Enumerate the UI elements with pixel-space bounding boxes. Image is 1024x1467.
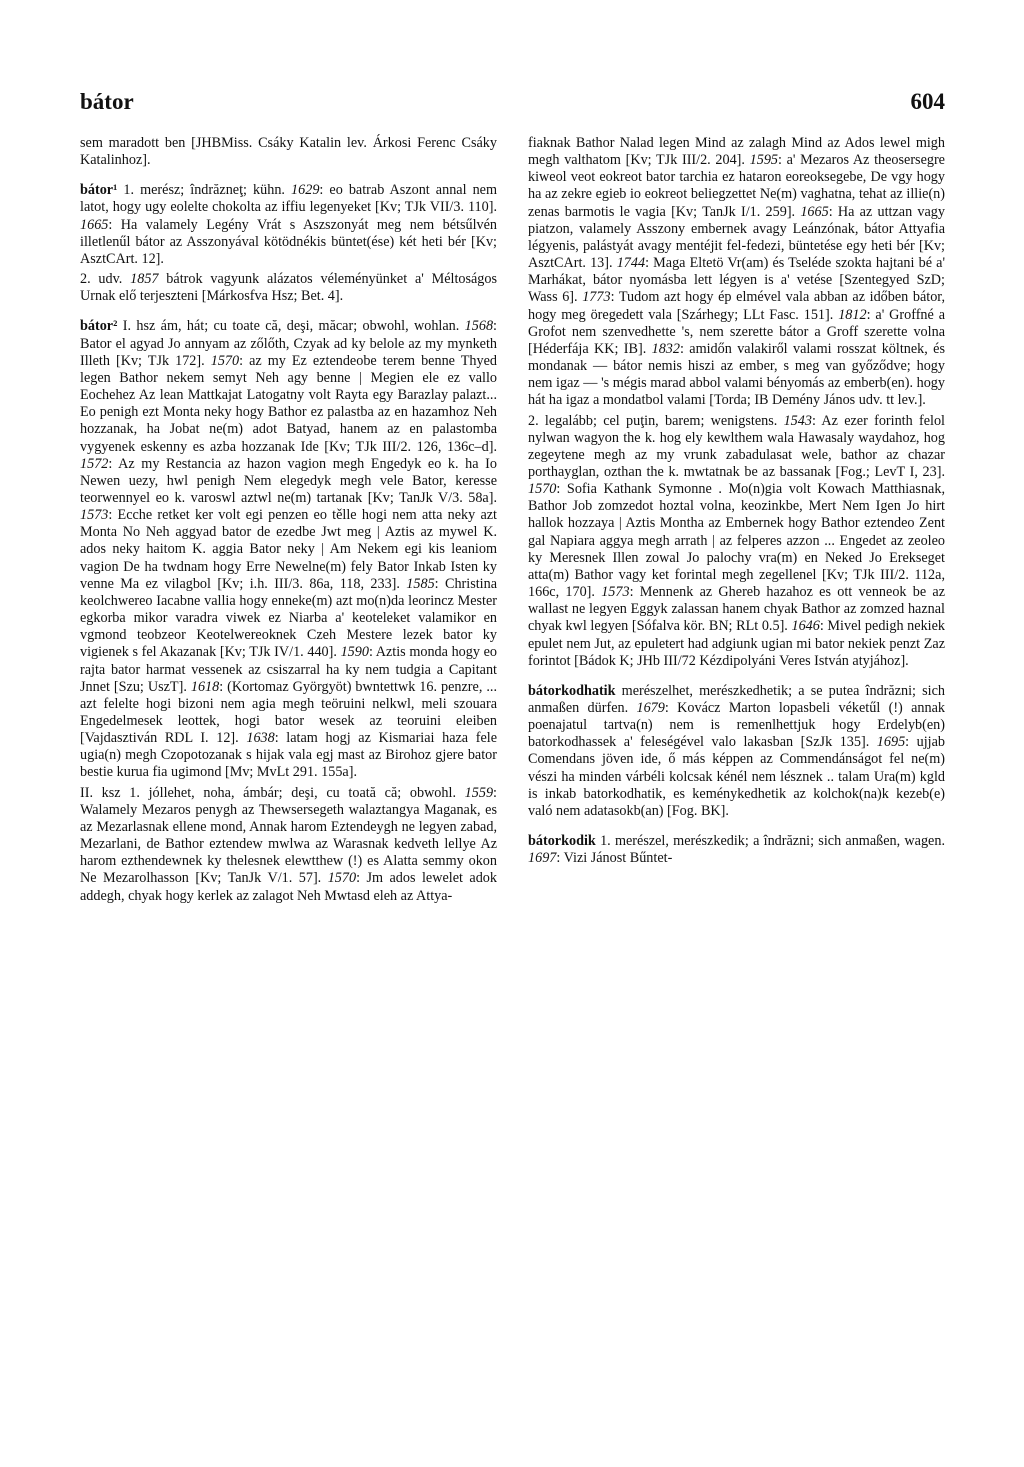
left-column-paragraph: sem maradott ben [JHBMiss. Csáky Katalin lev. Árkosi Ferenc Csáky Katalinhoz]. — [80, 135, 497, 169]
right-column-paragraph: fiaknak Bathor Nalad legen Mind az zalagh Mind az Ados lewel migh megh valthatom [Kv; TJk III/2. 204]. 1595: a' Mezaros Az theosersegre kiweol veot eokreot bator tarchia ez hataron eoreoksegebe, De vgy hogy ha az zekre egieb io eokreot beliegzettet Ne(m) vaghatna, tehat az illie(n) zenas barmotis le vagia [Kv; TanJk I/1. 259]. 1665: Ha az uttzan vagy piatzon, valamely Asszony embernek avagy Leánzónak, bátor Attyafia légyenis, palástyát avagy mentéjit fel-fedezi, büntetése egy heti bér [Kv; AsztCArt. 13]. 1744: Maga Eltetö Vr(am) és Tseléde szokta hajtani bé a' Marhákat, bátor nyomásba lett légyen is a' vetése [Szentegyed SzD; Wass 6]. 1773: Tudom azt hogy ép elmével vala abban az időben bátor, hogy meg öregedett vala [Szárhegy; LLt Fasc. 151]. 1812: a' Groffné a Grofot nem szenvedhette 's, nem szerette bátor a Groff szerette volna [Héderfája KK; IB]. 1832: amidőn valakiről valami rosszat költnek, és mondanak — bátor nemis hiszi az ember, s meg van győződve; hogy nem igaz — 's mégis marad abbol valami bényomás az emberb(en). hogy hát ha igaz a mondatbol valami [Torda; IB Demény János udv. tt lev.]. — [528, 135, 945, 409]
right-column — [528, 135, 945, 867]
right-column-paragraph: bátorkodik 1. merészel, merészkedik; a îndrăzni; sich anmaßen, wagen. 1697: Vizi Jánost Bűntet- — [528, 833, 945, 867]
left-column-paragraph: bátor² I. hsz ám, hát; cu toate că, deşi, măcar; obwohl, wohlan. 1568: Bator el agyad Jo annyam az zőlőth, Czyak ad ky belole az my mynketh Illeth [Kv; TJk 172]. 1570: az my Ez eztendeobe terem benne Thyed legen Bathor nekem semyt Neh agy benne | Megien ele ez vallo Eochehez Az lean Mattkajat Latogatny volt Rayta egy Barazlay palazt... Eo penigh ezt Monta neky hogy Bathor ez palastba az en hazamhoz Neh hozzanak, ha Jobat ne(m) adot Batyad, hanem az en palastomba vygyenek eskenny es azba hozzanak Ide [Kv; TJk III/2. 126, 136c–d]. 1572: Az my Restancia az hazon vagion megh Engedyk eo k. ha Io Newen uezy, hwl penigh Nem elegedyk megh vele Bator, keresse teorwennyel eo k. varoswl aztwl ne(m) tartanak [Kv; TanJk V/3. 58a]. 1573: Ecche retket ker volt egi penzen eo tělle hogi nem atta neky azt Monta No Neh aggyad bator de ezedbe Jwt meg | Aztis az mywel K. ados neky haitom K. aggia Bator neky | Am Nekem egi kis leaniom vagion De ha twdnam hogy Erre Newelne(m) fely Bator Inkab Isten ky venne Ma ez vilagbol [Kv; i.h. III/3. 86a, 118, 233]. 1585: Christina keolchwereo Iacabne vallia hogy enneke(m) azt mo(n)da leorincz Mester egkorba mikor varadra viwek ez Niarba a' keoteleket valamikor en vgmond teobzeor Keotelwereoknek Czeh Mestere lezek bator ky vigienek s fel Akazanak [Kv; TJk IV/1. 440]. 1590: Aztis monda hogy eo rajta bator harmat vessenek az csiszarral ha ky nem tudgia a Capitant Jnnet [Szu; UszT]. 1618: (Kortomaz Györgyöt) bwntettwk 16. penzre, ... azt felelte hogi bizoni nem agia megh teöruini nelkwl, meli szouara Engedelmesek leottek, hogi bator wesek az teoruini eleiben [Vajdasztiván RDL I. 12]. 1638: latam hogj az Kismariai haza fele ugia(n) megh Czopotozanak s hijak vala egj mast az Birohoz gjere bator bestie kurua fia ugimond [Mv; MvLt 291. 155a]. — [80, 318, 498, 781]
left-column-paragraph: 2. udv. 1857 bátrok vagyunk alázatos véleményünket a' Méltoságos Urnak elő terjeszteni [Márkosfva Hsz; Bet. 4]. — [80, 271, 498, 305]
left-column-paragraph: II. ksz 1. jóllehet, noha, ámbár; deşi, cu toată că; obwohl. 1559: Walamely Mezaros penygh az Thewsersegeth walaztangya Maganak, es az Mezarlasnak ellene mond, Annak harom Eztendeygh ne legyen zabad, Mezarlani, de Bathor eztendew mwlwa az Warasnak kedveth lellye Az harom ezthendewnek ky thelesnek elewtthew (!) es Alatta semmy okon Ne Mezarolhasson [Kv; TanJk V/1. 57]. 1570: Jm ados lewelet adok addegh, chyak hogy kerlek az zalagot Neh Mwtasd eleh az Attya- — [80, 784, 497, 904]
page-number: 604 — [910, 89, 945, 114]
running-headword: bátor — [80, 89, 134, 114]
running-head — [80, 88, 945, 118]
right-column-paragraph: bátorkodhatik merészelhet, merészkedhetik; a se putea îndrăzni; sich anmaßen dürfen. 1679: Kovácz Marton lopasbeli véketűl (!) annak poenajatul tartva(n) nem is remenlhettjuk hogy Erdelyb(en) batorkodhassek a' feleségével valo lakasban [SzJk 135]. 1695: ujjab Comendans jöven ide, ő más képpen az Commendánságot fel ne(m) vészi ha minden várbéli kolcsak kénél nem lésznek .. talam Ura(m) kgld is inkab batorkodhatik, es keménykedhetik az kolchok(na)k kezeb(e) való nem adatasokb(an) [Fog. BK]. — [528, 682, 945, 819]
left-column-paragraph: bátor¹ 1. merész; îndrăzneţ; kühn. 1629: eo batrab Aszont annal nem latot, hogy ugy eolelte chokolta az iffiu legenyeket [Kv; TJk VII/3. 110]. 1665: Ha valamely Legény Vrát s Aszszonyát meg nem bétsűlvén illetlenűl bátor az Asszonyával kötödnékis büntet(ése) két heti bér [Kv; AsztCArt. 12]. — [80, 182, 498, 267]
left-column — [80, 135, 497, 905]
right-column-paragraph: 2. legalább; cel puţin, barem; wenigstens. 1543: Az ezer forinth felol nylwan wagyon the k. hog ely kewlthem wala Hawasaly waydahoz, hog zegeytene megh az my vrunk zabadulasat wele, bathor az chazar porthayglan, ozthan the k. mwtatnak be az bassanak [Fog.; LevT I, 23]. 1570: Sofia Kathank Symonne . Mo(n)gia volt Kowach Matthiasnak, Bathor Job zomzedot hoztal volna, keozinkbe, Mert Nem Igen Jo hirt hallok hozzaya | Aztis Montha az Embernek hogy Bathor eztendeo Zent gal Napiara aggya megh arrath | az felperes azzon ... Engedet az zeoleo ky Meresnek Illen zowal Jo palochy vra(m) en Neked Jo Erekseget atta(m) Bathor vagy ket forintal megh zegellenel [Kv; TJk III/2. 112a, 166c, 170]. 1573: Mennenk az Ghereb hazahoz es ott venneok be az wallast ne legyen Eggyk zalassan hanem chyak Bathor az zomzed haznal chyak kwl legyen [Sófalva kör. BN; RLt 0.5]. 1646: Mivel pedigh nekiek epulet nem Jut, az epuletert had adgiunk ugian mi bator nekiek penzt Zaz forintot [Bádok K; JHb III/72 Kézdipolyáni Veres István atyjához]. — [528, 412, 945, 669]
